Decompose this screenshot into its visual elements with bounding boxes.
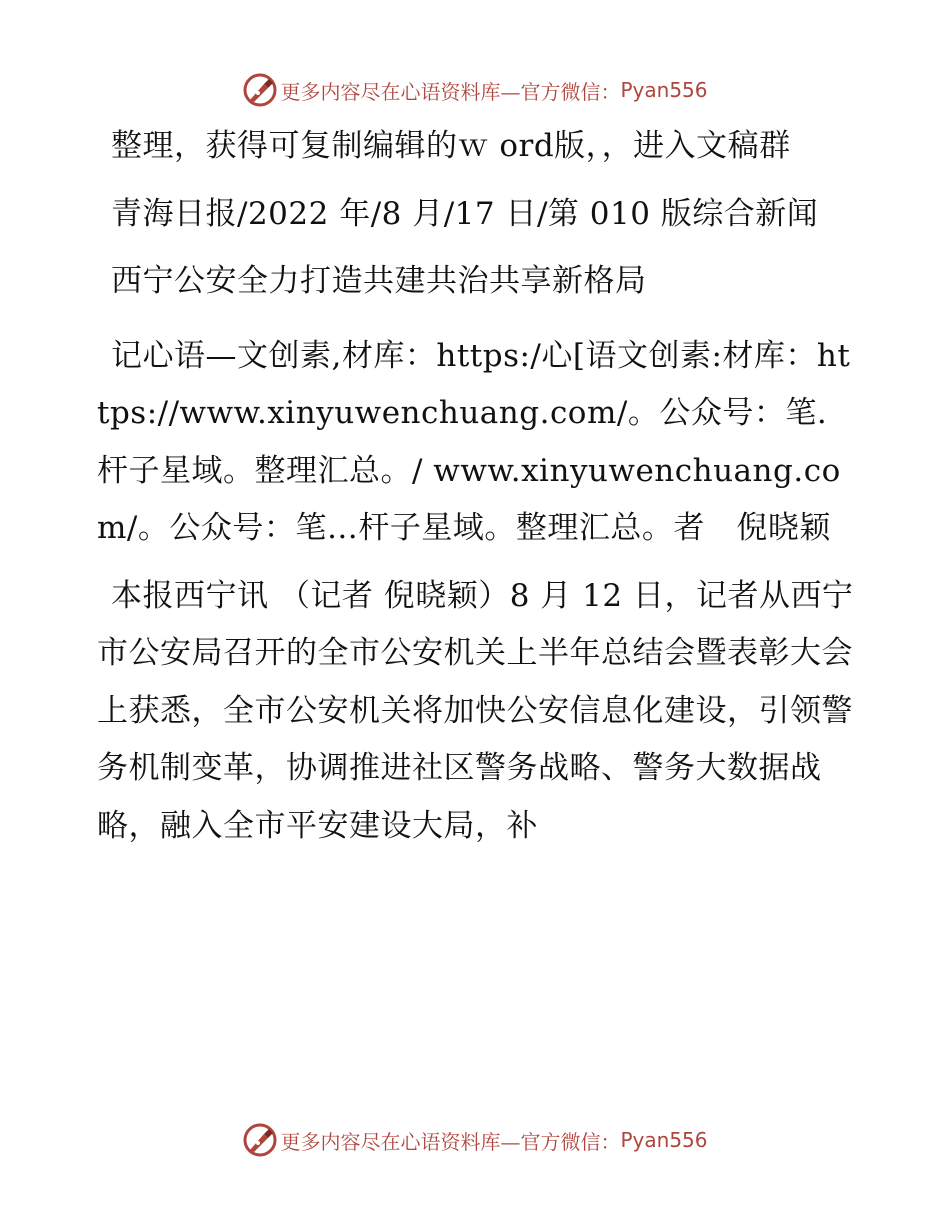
source-line: 青海日报/2022 年/8 月/17 日/第 010 版综合新闻	[111, 195, 819, 232]
pen-nib-logo-icon	[242, 72, 278, 108]
header-watermark	[0, 70, 950, 110]
article-title: 西宁公安全力打造共建共治共享新格局	[111, 263, 647, 299]
watermark-contact: Pyan556	[620, 1128, 708, 1152]
watermark-text: 更多内容尽在心语资料库—官方微信：	[280, 79, 621, 104]
body-paragraph: 本报西宁讯 （记者 倪晓颖）8 月 12 日，记者从西宁市公安局召开的全市公安机关上半年总结会暨表彰大会上获悉，全市公安机关将加快公安信息化建设，引领警务机制变革，协调推进社区警务战略、警务大数据战略，融入全市平安建设大局，补	[97, 577, 854, 844]
watermark-text: 更多内容尽在心语资料库—官方微信：	[280, 1129, 621, 1154]
intro-paragraph: 整理，获得可复制编辑的ｗ ord版，，进入文稿群	[111, 128, 791, 164]
watermark-contact: Pyan556	[620, 78, 708, 102]
footer-watermark	[0, 1120, 950, 1160]
reporter-line: 记心语—文创素,材库：https:/心[语文创素:材库：https://www.xinyuwenchuang.com/。公众号：笔.杆子星域。整理汇总。/ www.xinyuwenchuang.com/。公众号：笔…杆子星域。整理汇总。者 倪晓颖	[97, 337, 851, 546]
pen-nib-logo-icon	[242, 1122, 278, 1158]
document-body	[97, 118, 857, 872]
